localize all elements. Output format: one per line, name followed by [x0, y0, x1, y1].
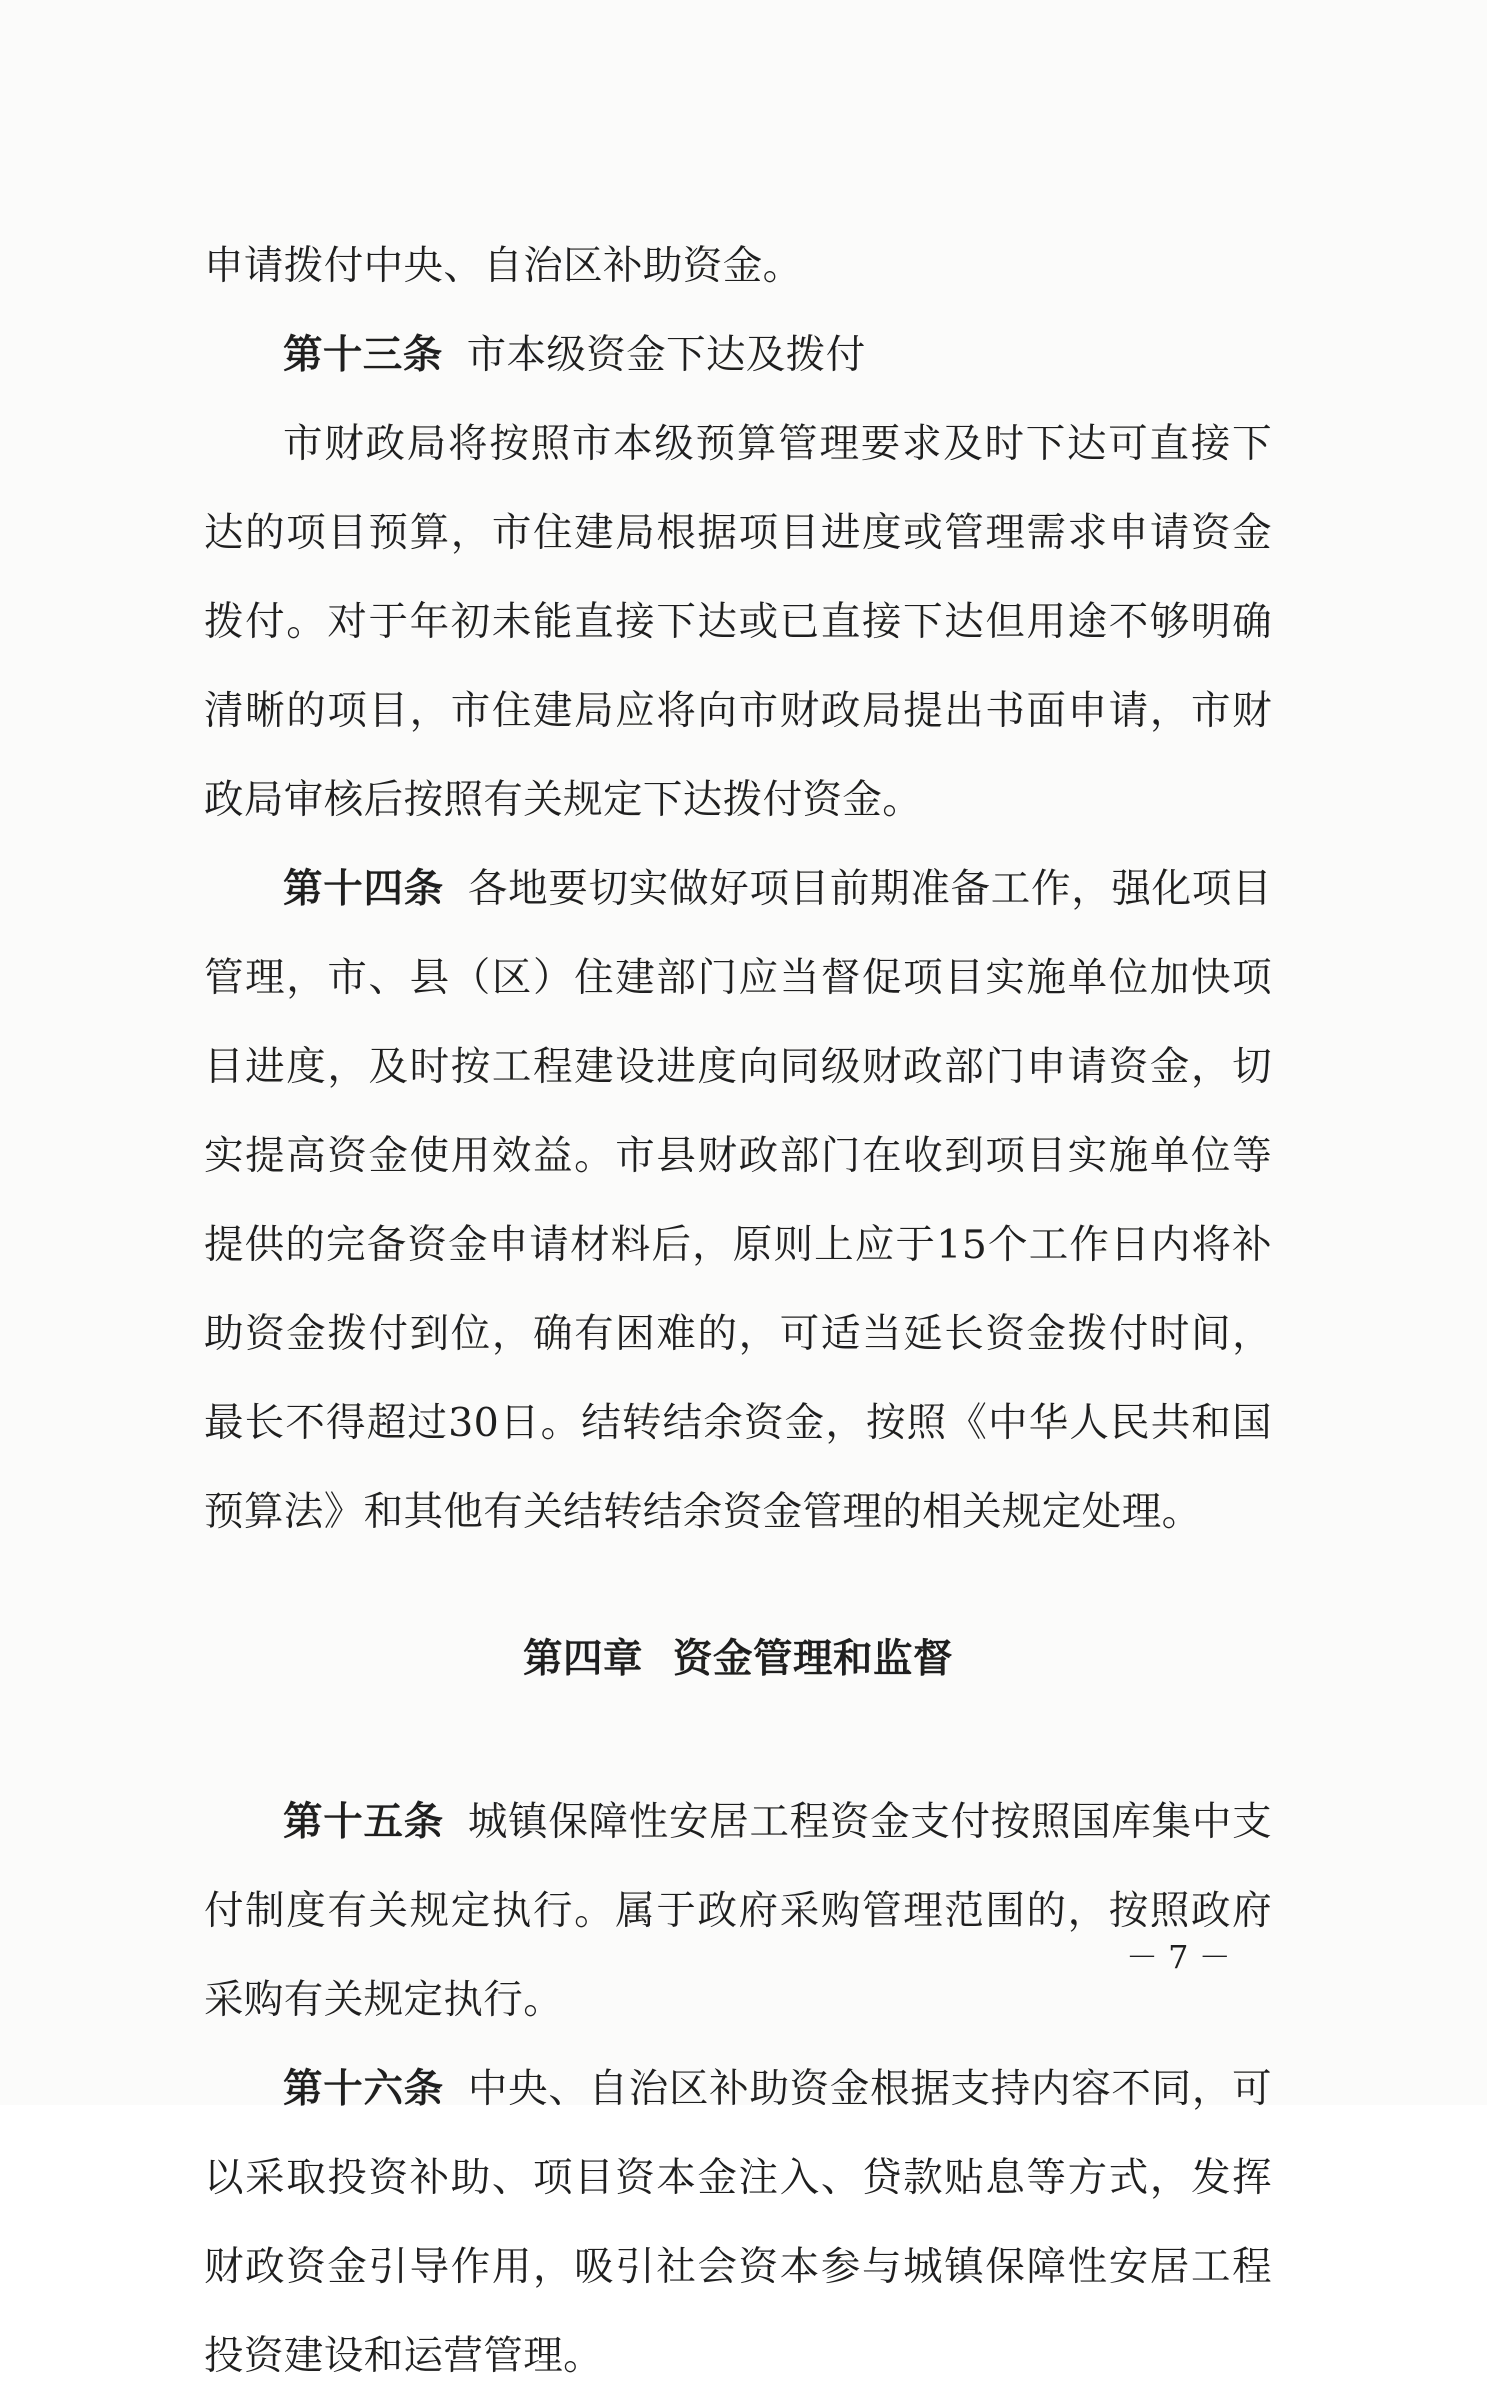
- article-13: [204, 311, 1272, 400]
- article-heading: 第十四条: [283, 866, 444, 912]
- article-heading: 第十六条: [283, 2066, 444, 2112]
- article-16: [204, 2045, 1272, 2401]
- article-13-body: [204, 400, 1272, 845]
- paragraph-text: 市财政局将按照市本级预算管理要求及时下达可直接下达的项目预算，市住建局根据项目进度或管理需求申请资金拨付。对于年初未能直接下达或已直接下达但用途不够明确清晰的项目，市住建局应将向市财政局提出书面申请，市财政局审核后按照有关规定下达拨付资金。: [204, 421, 1272, 823]
- article-15: [204, 1778, 1272, 2045]
- chapter-heading: [204, 1615, 1272, 1704]
- article-14: [204, 845, 1272, 1557]
- page-number: － 7 －: [1126, 1938, 1231, 1976]
- page-body: [204, 222, 1272, 2401]
- paragraph-continuation: [204, 222, 1272, 311]
- paragraph-text: 申请拨付中央、自治区补助资金。: [204, 243, 803, 289]
- chapter-number: 第四章: [523, 1636, 643, 1682]
- article-text: 市本级资金下达及拨付: [466, 332, 866, 378]
- article-heading: 第十五条: [283, 1799, 444, 1845]
- article-text: 中央、自治区补助资金根据支持内容不同，可以采取投资补助、项目资本金注入、贷款贴息等方式，发挥财政资金引导作用，吸引社会资本参与城镇保障性安居工程投资建设和运营管理。: [204, 2066, 1272, 2379]
- article-text: 各地要切实做好项目前期准备工作，强化项目管理，市、县（区）住建部门应当督促项目实施单位加快项目进度，及时按工程建设进度向同级财政部门申请资金，切实提高资金使用效益。市县财政部门在收到项目实施单位等提供的完备资金申请材料后，原则上应于15个工作日内将补助资金拨付到位，确有困难的，可适当延长资金拨付时间，最长不得超过30日。结转结余资金，按照《中华人民共和国预算法》和其他有关结转结余资金管理的相关规定处理。: [204, 866, 1272, 1535]
- article-text: 城镇保障性安居工程资金支付按照国库集中支付制度有关规定执行。属于政府采购管理范围的，按照政府采购有关规定执行。: [204, 1799, 1272, 2023]
- chapter-title: 资金管理和监督: [673, 1636, 953, 1682]
- article-heading: 第十三条: [283, 332, 443, 378]
